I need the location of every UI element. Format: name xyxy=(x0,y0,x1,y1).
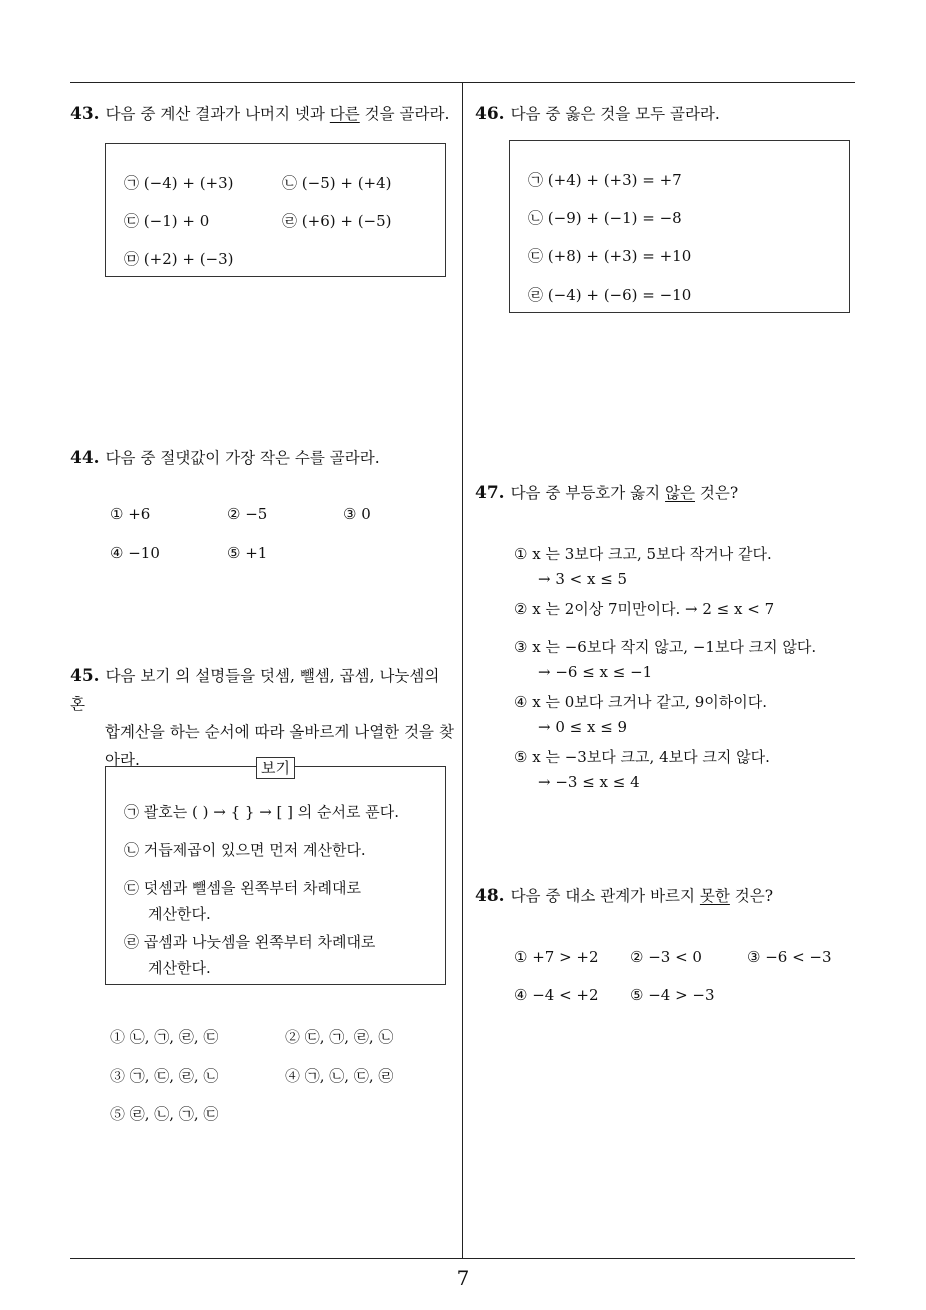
example-label: 보기 xyxy=(256,757,295,779)
q43-choice-box xyxy=(105,143,446,277)
q45-example-box xyxy=(105,766,446,985)
q45-option: ⑤ ㉣, ㉡, ㉠, ㉢ xyxy=(110,1105,219,1123)
q46-item: ㉢ (+8) + (+3) = +10 xyxy=(528,247,692,265)
q46-choice-box xyxy=(509,140,850,313)
q45-item: ㉡ 거듭제곱이 있으면 먼저 계산한다. xyxy=(124,841,366,859)
q43-item: ㉢ (−1) + 0 xyxy=(124,212,210,230)
q47-option: ④ x 는 0보다 크거나 같고, 9이하이다. xyxy=(514,693,768,711)
question-44: 44. 다음 중 절댓값이 가장 작은 수를 골라라. xyxy=(70,448,380,468)
q48-option: ③ −6 < −3 xyxy=(747,948,832,966)
question-45: 45. 다음 보기 의 설명들을 덧셈, 뺄셈, 곱셈, 나눗셈의 혼 합계산을 하는 순서에 따라 올바르게 나열한 것을 찾 아라. xyxy=(70,666,454,769)
q47-option: ③ x 는 −6보다 작지 않고, −1보다 크지 않다. xyxy=(514,638,817,656)
q45-item: 계산한다. xyxy=(148,905,211,923)
q47-option-result: → 3 < x ≤ 5 xyxy=(538,570,628,588)
question-43: 43. 다음 중 계산 결과가 나머지 넷과 다른 것을 골라라. xyxy=(70,104,450,124)
bottom-rule xyxy=(70,1258,855,1259)
q44-option: ④ −10 xyxy=(110,544,160,562)
q45-item: ㉣ 곱셈과 나눗셈을 왼쪽부터 차례대로 xyxy=(124,933,376,951)
q43-item: ㉡ (−5) + (+4) xyxy=(282,174,392,192)
q48-option: ⑤ −4 > −3 xyxy=(630,986,715,1004)
q44-option: ② −5 xyxy=(227,505,268,523)
q45-item: 계산한다. xyxy=(148,959,211,977)
question-46: 46. 다음 중 옳은 것을 모두 골라라. xyxy=(475,104,720,124)
q43-item: ㉣ (+6) + (−5) xyxy=(282,212,392,230)
column-divider xyxy=(462,83,463,1258)
q47-option: ① x 는 3보다 크고, 5보다 작거나 같다. xyxy=(514,545,772,563)
q48-option: ④ −4 < +2 xyxy=(514,986,599,1004)
q44-option: ① +6 xyxy=(110,505,151,523)
q48-option: ① +7 > +2 xyxy=(514,948,599,966)
q47-option-result: → −6 ≤ x ≤ −1 xyxy=(538,663,653,681)
q47-option-result: → −3 ≤ x ≤ 4 xyxy=(538,773,640,791)
q47-option: ② x 는 2이상 7미만이다. → 2 ≤ x < 7 xyxy=(514,600,775,618)
q45-item: ㉠ 괄호는 ( ) → { } → [ ] 의 순서로 푼다. xyxy=(124,803,400,821)
q45-option: ④ ㉠, ㉡, ㉢, ㉣ xyxy=(285,1067,394,1085)
q45-item: ㉢ 덧셈과 뺄셈을 왼쪽부터 차례대로 xyxy=(124,879,361,897)
q47-option-result: → 0 ≤ x ≤ 9 xyxy=(538,718,628,736)
question-number: 48. xyxy=(475,886,505,906)
q47-option: ⑤ x 는 −3보다 크고, 4보다 크지 않다. xyxy=(514,748,770,766)
q45-option: ② ㉢, ㉠, ㉣, ㉡ xyxy=(285,1028,394,1046)
q46-item: ㉡ (−9) + (−1) = −8 xyxy=(528,209,682,227)
page-number: 7 xyxy=(456,1266,470,1290)
q45-option: ① ㉡, ㉠, ㉣, ㉢ xyxy=(110,1028,219,1046)
q46-item: ㉣ (−4) + (−6) = −10 xyxy=(528,286,692,304)
question-number: 46. xyxy=(475,104,505,124)
question-47: 47. 다음 중 부등호가 옳지 않은 것은? xyxy=(475,483,739,503)
q48-option: ② −3 < 0 xyxy=(630,948,702,966)
q44-option: ⑤ +1 xyxy=(227,544,268,562)
q44-option: ③ 0 xyxy=(343,505,371,523)
q43-item: ㉠ (−4) + (+3) xyxy=(124,174,234,192)
question-number: 44. xyxy=(70,448,100,468)
q43-item: ㉤ (+2) + (−3) xyxy=(124,250,234,268)
question-48: 48. 다음 중 대소 관계가 바르지 못한 것은? xyxy=(475,886,774,906)
question-number: 45. xyxy=(70,666,100,686)
q46-item: ㉠ (+4) + (+3) = +7 xyxy=(528,171,682,189)
question-number: 47. xyxy=(475,483,505,503)
question-number: 43. xyxy=(70,104,100,124)
q45-option: ③ ㉠, ㉢, ㉣, ㉡ xyxy=(110,1067,219,1085)
